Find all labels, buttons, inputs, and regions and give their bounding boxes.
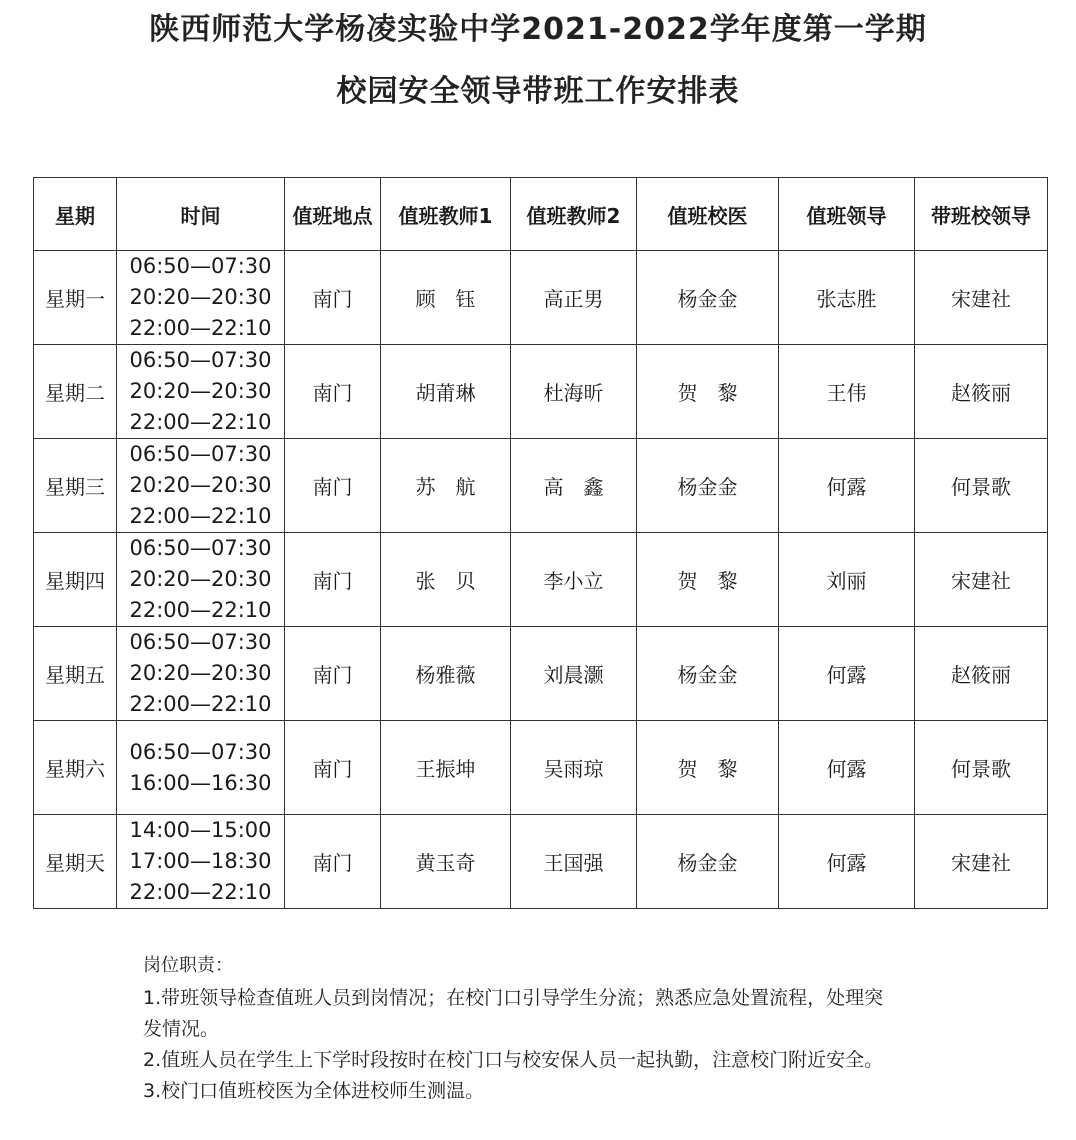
duty-item: 1.带班领导检查值班人员到岗情况；在校门口引导学生分流；熟悉应急处置流程，处理突 xyxy=(143,987,884,1009)
cell-teacher2: 李小立 xyxy=(511,533,637,627)
time-slot: 22:00—22:10 xyxy=(129,692,272,716)
cell-doctor: 杨金金 xyxy=(637,627,779,721)
duty-item: 3.校门口值班校医为全体进校师生测温。 xyxy=(143,1080,485,1102)
cell-day: 星期四 xyxy=(34,533,117,627)
time-slot: 22:00—22:10 xyxy=(129,410,272,434)
table-row xyxy=(34,345,1048,439)
time-slot: 06:50—07:30 xyxy=(129,536,272,560)
time-slot: 06:50—07:30 xyxy=(129,442,272,466)
time-slot: 20:20—20:30 xyxy=(129,473,272,497)
cell-leader: 何露 xyxy=(779,439,915,533)
cell-teacher1: 王振坤 xyxy=(381,721,511,815)
cell-teacher2: 高正男 xyxy=(511,251,637,345)
cell-teacher2: 王国强 xyxy=(511,815,637,909)
cell-times xyxy=(117,345,285,439)
cell-times xyxy=(117,721,285,815)
cell-leader: 张志胜 xyxy=(779,251,915,345)
cell-teacher1: 黄玉奇 xyxy=(381,815,511,909)
duties-section xyxy=(143,950,973,1107)
time-slot: 17:00—18:30 xyxy=(129,849,272,873)
time-slot: 20:20—20:30 xyxy=(129,285,272,309)
cell-location: 南门 xyxy=(285,345,381,439)
time-slot: 20:20—20:30 xyxy=(129,379,272,403)
cell-day: 星期二 xyxy=(34,345,117,439)
cell-times xyxy=(117,815,285,909)
cell-location: 南门 xyxy=(285,251,381,345)
cell-location: 南门 xyxy=(285,533,381,627)
time-slot: 14:00—15:00 xyxy=(129,818,272,842)
document-title-line2: 校园安全领导带班工作安排表 xyxy=(336,74,740,109)
time-slot: 22:00—22:10 xyxy=(129,598,272,622)
header-doctor: 值班校医 xyxy=(637,178,779,251)
cell-leader: 刘丽 xyxy=(779,533,915,627)
header-weekday: 星期 xyxy=(34,178,117,251)
cell-times xyxy=(117,251,285,345)
table-row xyxy=(34,721,1048,815)
cell-school-leader: 赵筱丽 xyxy=(915,627,1048,721)
cell-teacher1: 杨雅薇 xyxy=(381,627,511,721)
cell-school-leader: 宋建社 xyxy=(915,533,1048,627)
cell-times xyxy=(117,533,285,627)
cell-times xyxy=(117,627,285,721)
cell-doctor: 杨金金 xyxy=(637,815,779,909)
header-location: 值班地点 xyxy=(285,178,381,251)
cell-teacher1: 张 贝 xyxy=(381,533,511,627)
cell-leader: 王伟 xyxy=(779,345,915,439)
duty-item: 2.值班人员在学生上下学时段按时在校门口与校安保人员一起执勤，注意校门附近安全。 xyxy=(143,1049,884,1071)
table-row xyxy=(34,251,1048,345)
header-teacher1: 值班教师1 xyxy=(381,178,511,251)
cell-teacher2: 高 鑫 xyxy=(511,439,637,533)
cell-school-leader: 宋建社 xyxy=(915,251,1048,345)
cell-leader: 何露 xyxy=(779,721,915,815)
cell-location: 南门 xyxy=(285,815,381,909)
table-row xyxy=(34,533,1048,627)
cell-location: 南门 xyxy=(285,721,381,815)
time-slot: 06:50—07:30 xyxy=(129,630,272,654)
document-title-line1: 陕西师范大学杨凌实验中学2021-2022学年度第一学期 xyxy=(149,12,927,47)
time-slot: 22:00—22:10 xyxy=(129,316,272,340)
cell-leader: 何露 xyxy=(779,815,915,909)
time-slot: 22:00—22:10 xyxy=(129,504,272,528)
cell-location: 南门 xyxy=(285,439,381,533)
cell-location: 南门 xyxy=(285,627,381,721)
cell-leader: 何露 xyxy=(779,627,915,721)
cell-teacher1: 胡莆琳 xyxy=(381,345,511,439)
cell-day: 星期三 xyxy=(34,439,117,533)
cell-teacher1: 苏 航 xyxy=(381,439,511,533)
cell-times xyxy=(117,439,285,533)
time-slot: 06:50—07:30 xyxy=(129,348,272,372)
cell-day: 星期一 xyxy=(34,251,117,345)
cell-school-leader: 赵筱丽 xyxy=(915,345,1048,439)
cell-doctor: 杨金金 xyxy=(637,251,779,345)
table-row xyxy=(34,627,1048,721)
time-slot: 16:00—16:30 xyxy=(129,770,272,795)
header-school-leader: 带班校领导 xyxy=(915,178,1048,251)
cell-teacher1: 顾 钰 xyxy=(381,251,511,345)
time-slot: 06:50—07:30 xyxy=(129,254,272,278)
cell-day: 星期天 xyxy=(34,815,117,909)
cell-day: 星期六 xyxy=(34,721,117,815)
header-time: 时间 xyxy=(117,178,285,251)
duties-heading: 岗位职责： xyxy=(143,955,233,976)
table-header-row xyxy=(34,178,1048,251)
time-slot: 20:20—20:30 xyxy=(129,567,272,591)
time-slot: 20:20—20:30 xyxy=(129,661,272,685)
cell-teacher2: 杜海昕 xyxy=(511,345,637,439)
cell-doctor: 杨金金 xyxy=(637,439,779,533)
duty-item: 发情况。 xyxy=(143,1018,220,1040)
header-teacher2: 值班教师2 xyxy=(511,178,637,251)
cell-doctor: 贺 黎 xyxy=(637,345,779,439)
cell-doctor: 贺 黎 xyxy=(637,533,779,627)
cell-teacher2: 吴雨琼 xyxy=(511,721,637,815)
table-row xyxy=(34,815,1048,909)
duty-schedule-table xyxy=(33,177,1048,909)
cell-school-leader: 何景歌 xyxy=(915,721,1048,815)
table-row xyxy=(34,439,1048,533)
cell-teacher2: 刘晨灏 xyxy=(511,627,637,721)
time-slot: 06:50—07:30 xyxy=(129,739,272,764)
time-slot: 22:00—22:10 xyxy=(129,880,272,904)
cell-doctor: 贺 黎 xyxy=(637,721,779,815)
cell-school-leader: 宋建社 xyxy=(915,815,1048,909)
cell-day: 星期五 xyxy=(34,627,117,721)
header-leader: 值班领导 xyxy=(779,178,915,251)
cell-school-leader: 何景歌 xyxy=(915,439,1048,533)
